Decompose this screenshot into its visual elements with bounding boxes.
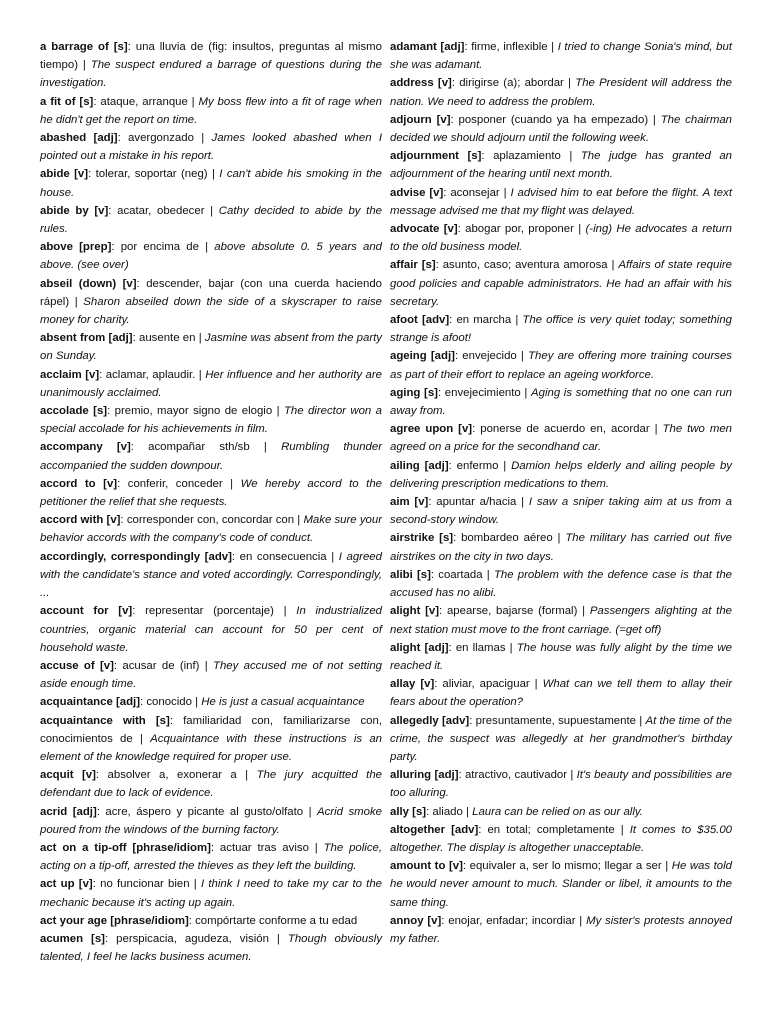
dictionary-entry [40,93,382,129]
entry-example: Sharon abseiled down the side of a skyscraper to raise money for charity. [40,295,382,327]
entry-definition: : coartada | [430,568,494,581]
entry-example: Though obviously talented, I feel he lacks business acumen. [40,932,383,964]
entry-definition: : representar (porcentaje) | [132,605,297,618]
entry-example: They accused me of not setting aside enough time. [40,659,382,691]
entry-example: The jury acquitted the defendant due to lack of evidence. [40,769,382,800]
entry-example: Affairs of state require good policies and capable administrators. He had an affair with his secretary. [390,259,732,308]
dictionary-entry [390,311,732,347]
entry-definition: : en marcha | [449,314,523,327]
dictionary-page [40,38,732,978]
entry-definition: : acusar de (inf) | [113,659,214,672]
dictionary-entry [390,803,732,821]
entry-example: above absolute 0. 5 years and above. (see over) [40,241,382,272]
entry-term: alluring [adj] [390,769,459,782]
entry-definition: : en llamas | [448,641,517,654]
entry-example: Aging is something that no one can run away from. [390,386,732,418]
entry-definition: : compórtarte conforme a tu edad [188,914,358,927]
entry-example: He was told he would never amount to much. Slander or libel, it amounts to the same thing. [390,860,733,909]
entry-term: advise [v] [390,186,444,199]
entry-term: abseil (down) [v] [40,277,137,290]
dictionary-entry [40,402,382,438]
entry-example: The suspect endured a barrage of questions during the investigation. [40,59,382,90]
entry-term: allegedly [adv] [390,714,470,727]
entry-term: advocate [v] [390,223,458,236]
dictionary-entry [40,165,382,201]
entry-definition: : bombardeo aéreo | [453,532,566,545]
entry-term: agree upon [v] [390,423,473,436]
entry-example: I saw a sniper taking aim at us from a second-story window. [390,496,732,527]
entry-definition: : acre, áspero y picante al gusto/olfato | [96,805,318,818]
dictionary-entry [390,493,732,529]
entry-example: (-ing) He advocates a return to the old business model. [390,223,732,254]
entry-term: aging [s] [390,386,438,399]
dictionary-entry [390,38,732,74]
dictionary-entry [40,238,382,274]
entry-example: The judge has granted an adjournment of the hearing until next month. [390,150,732,181]
entry-example: The office is very quiet today; something strange is afoot! [390,314,733,345]
dictionary-entry [40,657,382,693]
entry-example: The chairman decided we should adjourn until the following week. [390,113,733,145]
entry-term: accompany [v] [40,441,131,454]
dictionary-entry [40,475,382,511]
entry-definition: : corresponder con, concordar con | [120,514,304,527]
entry-example: At the time of the crime, the suspect was allegedly at her grandmother's birthday party. [390,714,732,763]
dictionary-entry [40,366,382,402]
entry-term: ally [s] [390,805,427,818]
dictionary-entry [390,712,732,767]
entry-example: James looked abashed when I pointed out a mistake in his report. [40,132,383,163]
dictionary-entry [40,930,382,966]
entry-definition: : aplazamiento | [481,150,581,163]
entry-term: allay [v] [390,678,435,691]
entry-example: What can we tell them to allay their fears about the operation? [390,678,732,709]
dictionary-entry [390,147,732,183]
entry-definition: : envejecido | [454,350,529,363]
entry-term: alight [v] [390,605,440,618]
entry-term: amount to [v] [390,860,463,873]
entry-term: accord to [v] [40,477,118,490]
entry-term: ageing [adj] [390,350,455,363]
dictionary-entry [390,220,732,256]
entry-example: I agreed with the candidate's stance and voted accordingly. Correspondingly, ... [40,550,382,600]
entry-definition: : aclamar, aplaudir. | [99,368,206,381]
entry-term: adjournment [s] [390,150,482,163]
dictionary-entry [390,184,732,220]
entry-definition: : en total; completamente | [478,823,630,836]
entry-example: My sister's protests annoyed my father. [390,914,732,945]
entry-term: affair [s] [390,259,436,272]
dictionary-entry [40,511,382,547]
entry-example: Acrid smoke poured from the windows of the burning factory. [40,805,382,836]
entry-term: adamant [adj] [390,41,465,53]
entry-term: accuse of [v] [40,659,114,672]
entry-example: We hereby accord to the petitioner the relief that she requests. [40,477,382,509]
entry-definition: : absolver a, exonerar a | [95,769,257,782]
entry-definition: : descender, bajar (con una cuerda haciendo rápel) | [40,277,382,308]
dictionary-entry [390,639,732,675]
entry-example: Rumbling thunder accompanied the sudden downpour. [40,441,382,472]
entry-term: alight [adj] [390,641,449,654]
entry-term: act on a tip-off [phrase/idiom] [40,841,211,854]
entry-term: acclaim [v] [40,368,100,381]
entry-term: acquaintance with [s] [40,714,170,727]
dictionary-entry [390,384,732,420]
entry-term: act your age [phrase/idiom] [40,914,189,927]
entry-example: I tried to change Sonia's mind, but she was adamant. [390,41,732,72]
entry-term: absent from [adj] [40,332,133,345]
entry-example: They are offering more training courses as part of their effort to replace an ageing workforce. [390,350,732,381]
entry-example: Acquaintance with these instructions is an element of the knowledge required for proper use. [40,732,382,763]
entry-term: accord with [v] [40,514,121,527]
entry-term: account for [v] [40,605,133,618]
entry-definition: : perspicacia, agudeza, visión | [104,932,288,945]
entry-example: Cathy decided to abide by the rules. [40,204,382,236]
entry-term: airstrike [s] [390,532,454,545]
left-column [40,38,382,978]
entry-term: above [prep] [40,241,112,254]
entry-definition: : aconsejar | [443,186,511,199]
entry-term: ailing [adj] [390,459,449,472]
entry-definition: : en consecuencia | [231,550,339,563]
entry-example: I think I need to take my car to the mechanic because it's acting up again. [40,878,382,909]
right-column [390,38,732,978]
entry-definition: : dirigirse (a); abordar | [451,77,576,90]
entry-term: accolade [s] [40,405,108,418]
dictionary-entry [390,256,732,311]
dictionary-entry [390,566,732,602]
entry-term: acquaintance [adj] [40,696,141,709]
entry-example: The director won a special accolade for his achievements in film. [40,405,382,436]
dictionary-entry [40,438,382,474]
entry-example: Laura can be relied on as our ally. [472,805,643,818]
entry-term: acquit [v] [40,769,96,782]
entry-definition: : conferir, conceder | [117,477,241,490]
entry-definition: : aliado | [426,805,473,818]
dictionary-entry [390,111,732,147]
entry-example: The police, acting on a tip-off, arrested the thieves as they left the building. [40,841,383,873]
entry-term: address [v] [390,77,452,90]
entry-example: The problem with the defence case is that the accused has no alibi. [390,568,732,600]
entry-example: Her influence and her authority are unanimously acclaimed. [40,368,382,399]
entry-term: adjourn [v] [390,113,451,126]
entry-definition: : asunto, caso; aventura amorosa | [435,259,619,272]
dictionary-entry [390,420,732,456]
dictionary-entry [40,329,382,365]
dictionary-entry [40,912,382,930]
entry-term: a barrage of [s] [40,41,128,53]
dictionary-entry [40,875,382,911]
entry-definition: : no funcionar bien | [92,878,201,891]
entry-definition: : actuar tras aviso | [210,841,324,854]
entry-term: act up [v] [40,878,93,891]
entry-example: The President will address the nation. We need to address the problem. [390,77,732,108]
entry-example: My boss flew into a fit of rage when he didn't get the report on time. [40,95,382,126]
entry-definition: : posponer (cuando ya ha empezado) | [450,113,661,126]
entry-example: Damion helps elderly and ailing people by delivering prescription medications to them. [390,459,732,490]
entry-definition: : enfermo | [448,459,512,472]
entry-term: acrid [adj] [40,805,97,818]
dictionary-entry [40,38,382,93]
dictionary-entry [40,712,382,767]
dictionary-entry [390,74,732,110]
entry-term: aim [v] [390,496,429,509]
entry-definition: : conocido | [140,696,202,709]
dictionary-entry [40,602,382,657]
dictionary-entry [40,766,382,802]
dictionary-entry [40,839,382,875]
entry-definition: : equivaler a, ser lo mismo; llegar a ser | [462,860,672,873]
entry-definition: : acompañar sth/sb | [130,441,282,454]
entry-example: In industrialized countries, organic material can account for 50 per cent of household waste. [40,605,383,654]
entry-definition: : presuntamente, supuestamente | [469,714,646,727]
entry-definition: : por encima de | [111,241,215,254]
entry-example: The military has carried out five airstrikes on the city in two days. [390,532,732,563]
entry-example: I can't abide his smoking in the house. [40,168,382,199]
entry-example: He is just a casual acquaintance [201,696,365,709]
dictionary-entry [40,275,382,330]
dictionary-entry [390,766,732,802]
dictionary-entry [390,912,732,948]
dictionary-entry [390,457,732,493]
dictionary-entry [40,129,382,165]
entry-term: afoot [adv] [390,314,450,327]
dictionary-entry [390,821,732,857]
entry-example: Jasmine was absent from the party on Sunday. [40,332,382,363]
entry-definition: : firme, inflexible | [464,41,558,53]
entry-term: accordingly, correspondingly [adv] [40,550,232,563]
entry-example: I advised him to eat before the flight. A text message advised me that my flight was delayed. [390,186,732,217]
entry-example: Make sure your behavior accords with the company's code of conduct. [40,514,383,545]
entry-definition: : ponerse de acuerdo en, acordar | [472,423,663,436]
entry-definition: : apearse, bajarse (formal) | [439,605,590,618]
entry-term: abide by [v] [40,204,109,217]
entry-term: a fit of [s] [40,95,94,108]
entry-example: It's beauty and possibilities are too alluring. [390,769,732,800]
entry-definition: : familiaridad con, familiarizarse con, conocimientos de | [40,714,382,745]
entry-definition: : ausente en | [132,332,205,345]
entry-term: annoy [v] [390,914,442,927]
entry-term: altogether [adv] [390,823,479,836]
dictionary-entry [390,347,732,383]
entry-term: abashed [adj] [40,132,118,145]
dictionary-entry [390,675,732,711]
entry-example: It comes to $35.00 altogether. The display is altogether unacceptable. [390,823,732,854]
entry-definition: : premio, mayor signo de elogio | [107,405,284,418]
entry-example: The two men agreed on a price for the secondhand car. [390,423,732,454]
dictionary-entry [390,602,732,638]
dictionary-entry [390,857,732,912]
entry-definition: : envejecimiento | [437,386,532,399]
entry-definition: : avergonzado | [117,132,212,145]
entry-term: acumen [s] [40,932,105,945]
dictionary-entry [40,548,382,603]
entry-definition: : atractivo, cautivador | [458,769,577,782]
entry-definition: : aliviar, apaciguar | [434,678,543,691]
dictionary-entry [40,693,382,711]
entry-definition: : tolerar, soportar (neg) | [88,168,220,181]
entry-definition: : enojar, enfadar; incordiar | [441,914,587,927]
entry-definition: : apuntar a/hacia | [428,496,529,509]
dictionary-entry [40,202,382,238]
entry-term: alibi [s] [390,568,431,581]
entry-definition: : acatar, obedecer | [108,204,219,217]
entry-definition: : una lluvia de (fig: insultos, preguntas al mismo tiempo) | [40,41,382,72]
entry-term: abide [v] [40,168,89,181]
dictionary-entry [390,529,732,565]
dictionary-entry [40,803,382,839]
entry-definition: : abogar por, proponer | [457,223,586,236]
entry-definition: : ataque, arranque | [93,95,199,108]
entry-example: Passengers alighting at the next station must move to the front carriage. (=get off) [390,605,732,636]
entry-example: The house was fully alight by the time we reached it. [390,641,732,672]
